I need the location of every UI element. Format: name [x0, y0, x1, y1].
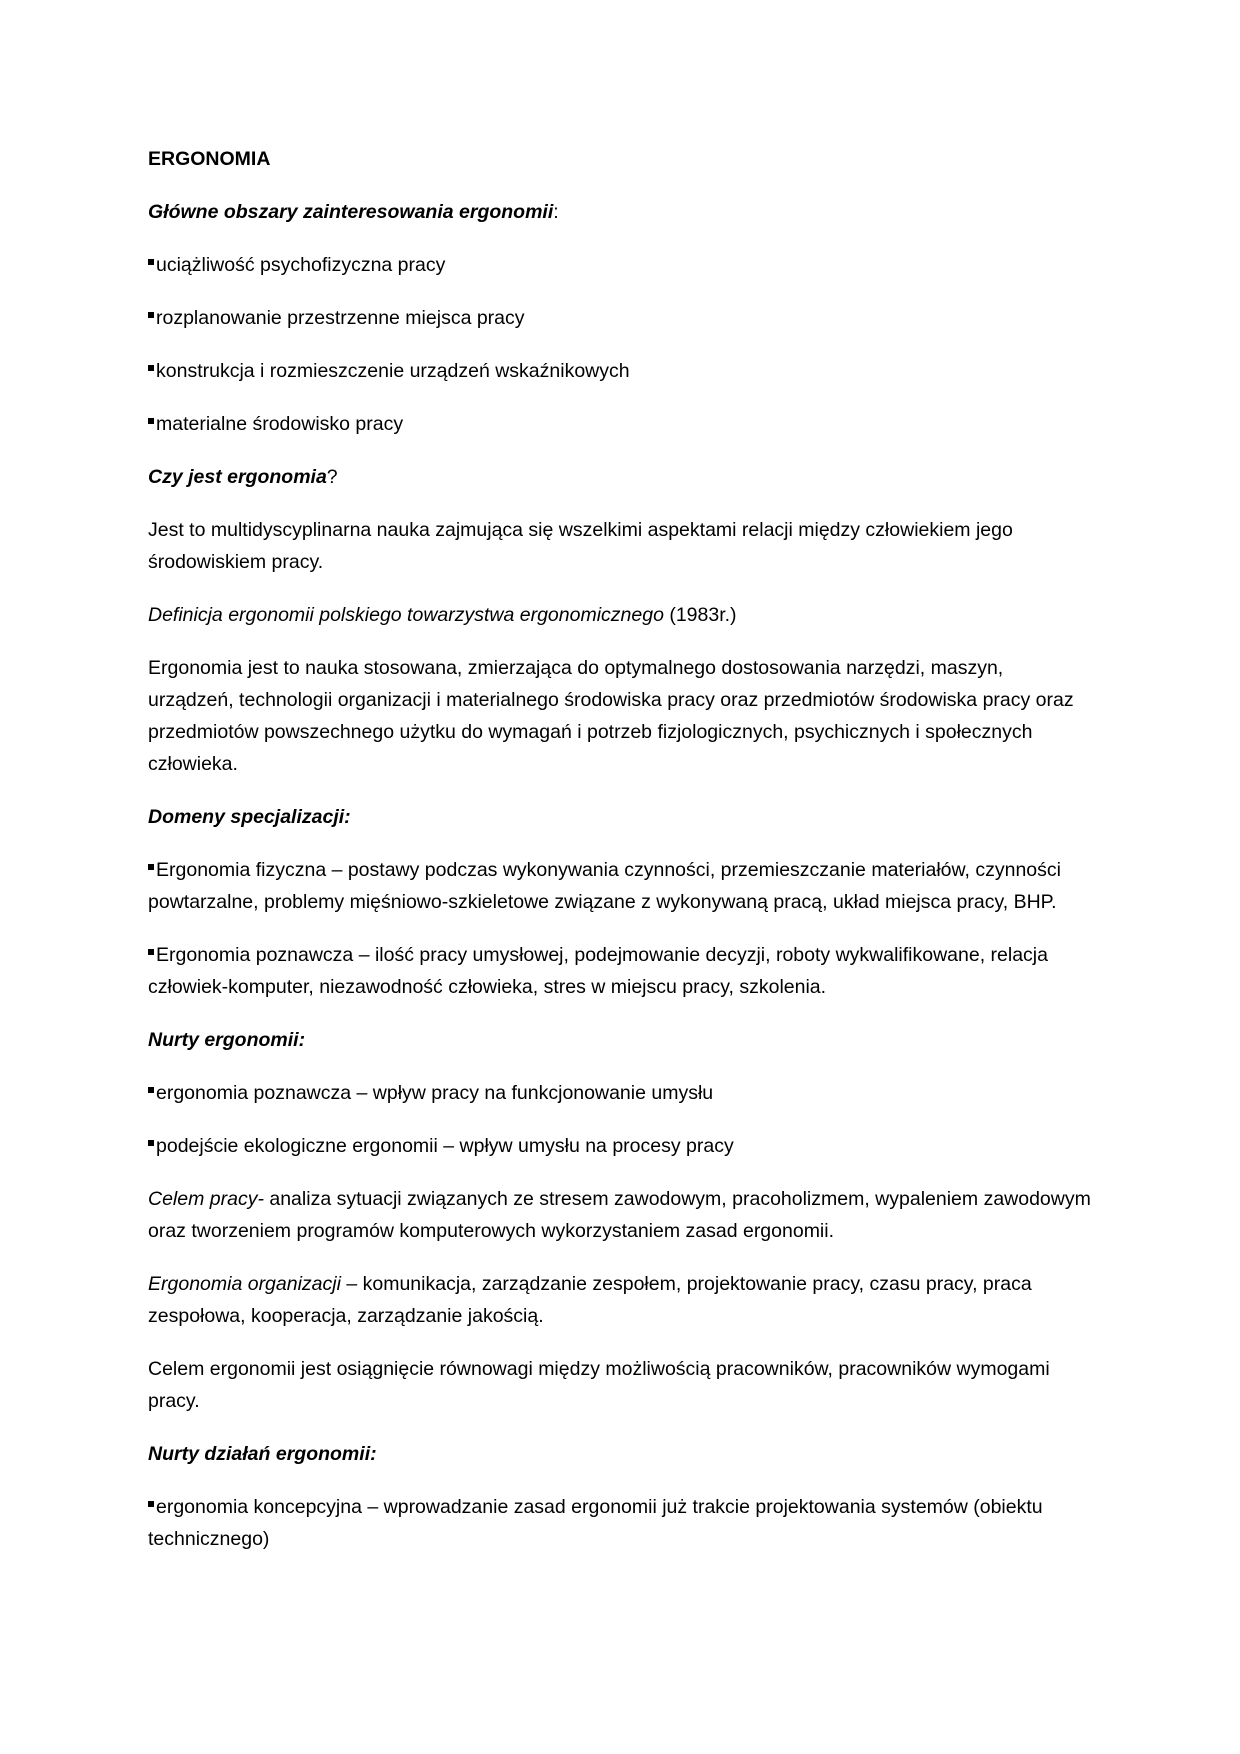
heading-text: Czy jest ergonomia: [148, 466, 327, 488]
list-item: [148, 1077, 1093, 1109]
list-item: [148, 355, 1093, 387]
square-bullet-icon: [148, 1087, 154, 1093]
paragraph-what-is: Jest to multidyscyplinarna nauka zajmująca się wszelkimi aspektami relacji między człowiekiem jego środowiskiem pracy.: [148, 519, 1013, 573]
square-bullet-icon: [148, 949, 154, 955]
section-heading-main-areas: [148, 196, 1093, 228]
paragraph-ergonomics-goal: Celem ergonomii jest osiągnięcie równowagi między możliwością pracowników, pracowników wymogami pracy.: [148, 1358, 1050, 1412]
square-bullet-icon: [148, 418, 154, 424]
list-item-text: podejście ekologiczne ergonomii – wpływ umysłu na procesy pracy: [156, 1135, 734, 1157]
paragraph-work-goal: [148, 1183, 1093, 1247]
list-item-text: ergonomia koncepcyjna – wprowadzanie zasad ergonomii już trakcie projektowania systemów (obiektu technicznego): [148, 1496, 1043, 1550]
list-item-text: Ergonomia fizyczna – postawy podczas wykonywania czynności, przemieszczanie materiałów, czynności powtarzalne, problemy mięśniowo-szkieletowe związane z wykonywaną pracą, układ miejsca pracy, BHP.: [148, 859, 1061, 913]
document-title: ERGONOMIA: [148, 148, 271, 170]
paragraph-organization: [148, 1268, 1093, 1332]
definition-label: [148, 599, 1093, 631]
work-goal-label: Celem pracy-: [148, 1188, 264, 1210]
list-item-text: ergonomia poznawcza – wpływ pracy na funkcjonowanie umysłu: [156, 1082, 714, 1104]
work-goal-text: analiza sytuacji związanych ze stresem zawodowym, pracoholizmem, wypaleniem zawodowym oraz tworzeniem programów komputerowych wykorzystaniem zasad ergonomii.: [148, 1188, 1091, 1242]
section-heading-domains: Domeny specjalizacji:: [148, 806, 351, 828]
list-item: [148, 854, 1093, 918]
section-heading-action-trends: Nurty działań ergonomii:: [148, 1443, 377, 1465]
heading-suffix: :: [553, 201, 559, 223]
section-heading-trends: Nurty ergonomii:: [148, 1029, 306, 1051]
list-item-text: materialne środowisko pracy: [156, 413, 404, 435]
list-item: [148, 939, 1093, 1003]
section-heading-what-is: [148, 461, 1093, 493]
organization-text: – komunikacja, zarządzanie zespołem, projektowanie pracy, czasu pracy, praca zespołowa, kooperacja, zarządzanie jakością.: [148, 1273, 1032, 1327]
definition-label-text: Definicja ergonomii polskiego towarzystwa ergonomicznego: [148, 604, 664, 626]
document-page: [148, 143, 1093, 1576]
list-item-text: Ergonomia poznawcza – ilość pracy umysłowej, podejmowanie decyzji, roboty wykwalifikowane, relacja człowiek-komputer, niezawodność człowieka, stres w miejscu pracy, szkolenia.: [148, 944, 1048, 998]
list-item-text: uciążliwość psychofizyczna pracy: [156, 254, 446, 276]
heading-suffix: ?: [326, 466, 338, 488]
paragraph-definition: Ergonomia jest to nauka stosowana, zmierzająca do optymalnego dostosowania narzędzi, maszyn, urządzeń, technologii organizacji i materialnego środowiska pracy oraz przedmiotów środowiska pracy oraz przedmiotów powszechnego użytku do wymagań i potrzeb fizjologicznych, psychicznych i społecznych człowieka.: [148, 657, 1074, 775]
list-item: [148, 408, 1093, 440]
square-bullet-icon: [148, 312, 154, 318]
square-bullet-icon: [148, 365, 154, 371]
list-item: [148, 1130, 1093, 1162]
square-bullet-icon: [148, 1140, 154, 1146]
definition-year: (1983r.): [663, 604, 737, 626]
heading-text: Główne obszary zainteresowania ergonomii: [148, 201, 554, 223]
organization-label: Ergonomia organizacji: [148, 1273, 341, 1295]
list-item-text: konstrukcja i rozmieszczenie urządzeń wskaźnikowych: [156, 360, 630, 382]
square-bullet-icon: [148, 864, 154, 870]
list-item: [148, 249, 1093, 281]
list-item: [148, 302, 1093, 334]
list-item: [148, 1491, 1093, 1555]
list-item-text: rozplanowanie przestrzenne miejsca pracy: [156, 307, 525, 329]
square-bullet-icon: [148, 1501, 154, 1507]
square-bullet-icon: [148, 259, 154, 265]
